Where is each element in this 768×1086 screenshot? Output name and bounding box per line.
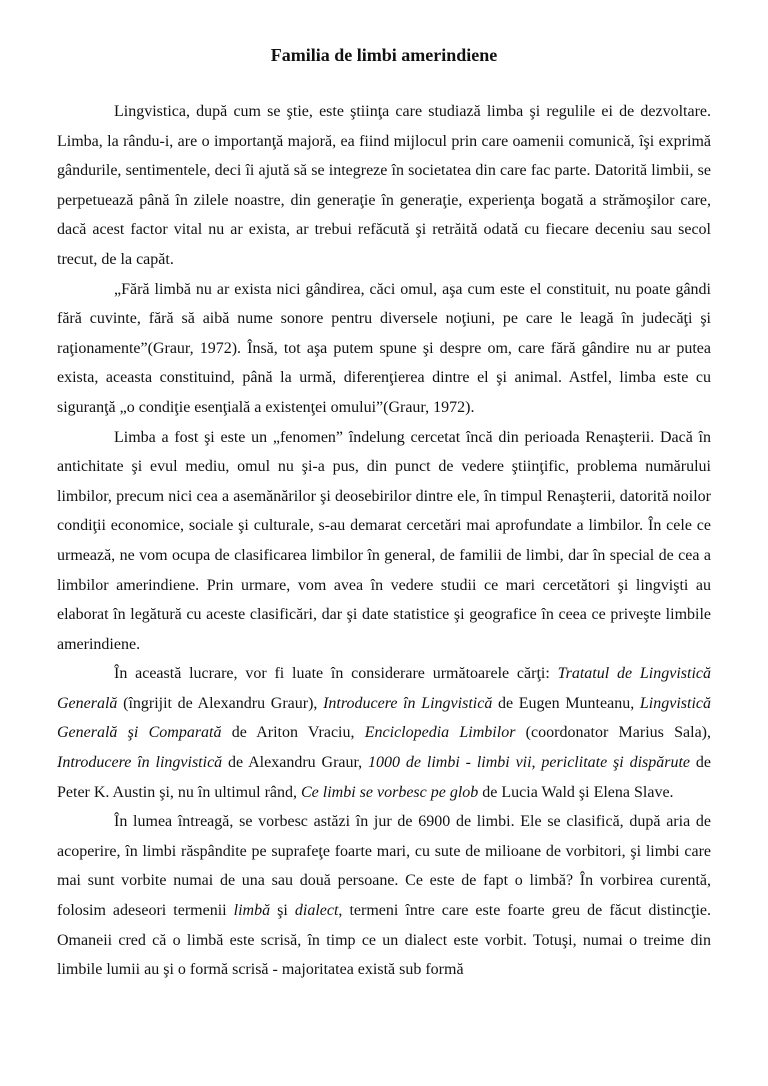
text-segment: „Fără limbă nu ar exista nici gândirea, căci omul, aşa cum este el constituit, nu poate gândi fără cuvinte, fără să aibă nume sonore pentru diversele noţiuni, pe care le leagă în judecăţi şi raţionamente”(Graur, 1972). Însă, tot aşa putem spune şi despre om, care fără gândire nu ar putea exista, aceasta constituind, până la urmă, diferenţierea dintre el şi animal. Astfel, limba este cu siguranţă „o condiţie esenţială a existenţei omului”(Graur, 1972). — [57, 280, 711, 416]
text-segment: (îngrijit de Alexandru Graur), — [117, 694, 324, 712]
text-segment: de Lucia Wald şi Elena Slave. — [478, 783, 674, 801]
text-segment: de Eugen Munteanu, — [492, 694, 640, 712]
text-segment: Lingvistica, după cum se ştie, este ştiinţa care studiază limba şi regulile ei de dezvoltare. Limba, la rându-i, are o importanţă majoră, ea fiind mijlocul prin care oamenii comunică, îşi exprimă gândurile, sentimentele, deci îi ajută să se integreze în societatea din care fac parte. Datorită limbii, se perpetuează până în zilele noastre, din generaţie în generaţie, experienţa bogată a strămoşilor care, dacă acest factor vital nu ar exista, ar trebui refăcută şi retrăită odată cu fiecare deceniu sau secol trecut, de la capăt. — [57, 103, 711, 268]
text-segment: În lumea întreagă, se vorbesc astăzi în jur de 6900 de limbi. Ele se clasifică, după aria de acoperire, în limbi răspândite pe suprafeţe foarte mari, cu sute de milioane de vorbitori, şi limbi care mai sunt vorbite numai de una sau două persoane. Ce este de fapt o limbă? În vorbirea curentă, folosim adeseori termenii — [57, 813, 711, 920]
paragraph — [57, 423, 711, 660]
italic-title-text: Ce limbi se vorbesc pe glob — [301, 783, 479, 801]
text-segment: de Alexandru Graur, — [222, 754, 369, 772]
document-body — [57, 97, 711, 985]
text-segment: , termeni între care este foarte greu de făcut distincţie. Omaneii cred că o limbă este scrisă, în timp ce un dialect este vorbit. Totuşi, numai o treime din limbile lumii au şi o formă scrisă - majoritatea există sub formă — [57, 902, 711, 979]
italic-title-text: limbă — [233, 902, 271, 920]
italic-title-text: Tratatul de Lingvistică Generală — [57, 665, 711, 712]
italic-title-text: dialect — [294, 902, 339, 920]
text-segment: şi — [270, 902, 295, 920]
text-segment: (coordonator Marius Sala), — [515, 724, 712, 742]
paragraph — [57, 659, 711, 807]
text-segment: În această lucrare, vor fi luate în considerare următoarele cărţi: — [114, 665, 558, 683]
italic-title-text: 1000 de limbi - limbi vii, periclitate şi dispărute — [368, 754, 691, 772]
text-segment: Limba a fost şi este un „fenomen” îndelung cercetat încă din perioada Renaşterii. Dacă în antichitate şi evul mediu, omul nu şi-a pus, din punct de vedere ştiinţific, problema numărului limbilor, precum nici cea a asemănărilor şi deosebirilor dintre ele, în timpul Renaşterii, datorită noilor condiţii economice, sociale şi culturale, s-au demarat cercetări mai aprofundate a limbilor. În cele ce urmează, ne vom ocupa de clasificarea limbilor în general, de familii de limbi, dar în special de cea a limbilor amerindiene. Prin urmare, vom avea în vedere studii ce mari cercetători şi lingvişti au elaborat în legătură cu aceste clasificări, dar şi date statistice şi geografice în ceea ce priveşte limbile amerindiene. — [57, 428, 711, 653]
italic-title-text: Introducere în Lingvistică — [323, 694, 493, 712]
text-segment: de Peter K. Austin şi, nu în ultimul rând, — [57, 754, 711, 801]
paragraph — [57, 97, 711, 275]
italic-title-text: Lingvistică Generală şi Comparată — [57, 694, 711, 742]
text-segment: de Ariton Vraciu, — [221, 724, 365, 742]
document-title: Familia de limbi amerindiene — [270, 45, 498, 65]
italic-title-text: Enciclopedia Limbilor — [364, 724, 516, 742]
paragraph — [57, 275, 711, 423]
italic-title-text: Introducere în lingvistică — [57, 754, 223, 772]
paragraph — [57, 807, 711, 985]
